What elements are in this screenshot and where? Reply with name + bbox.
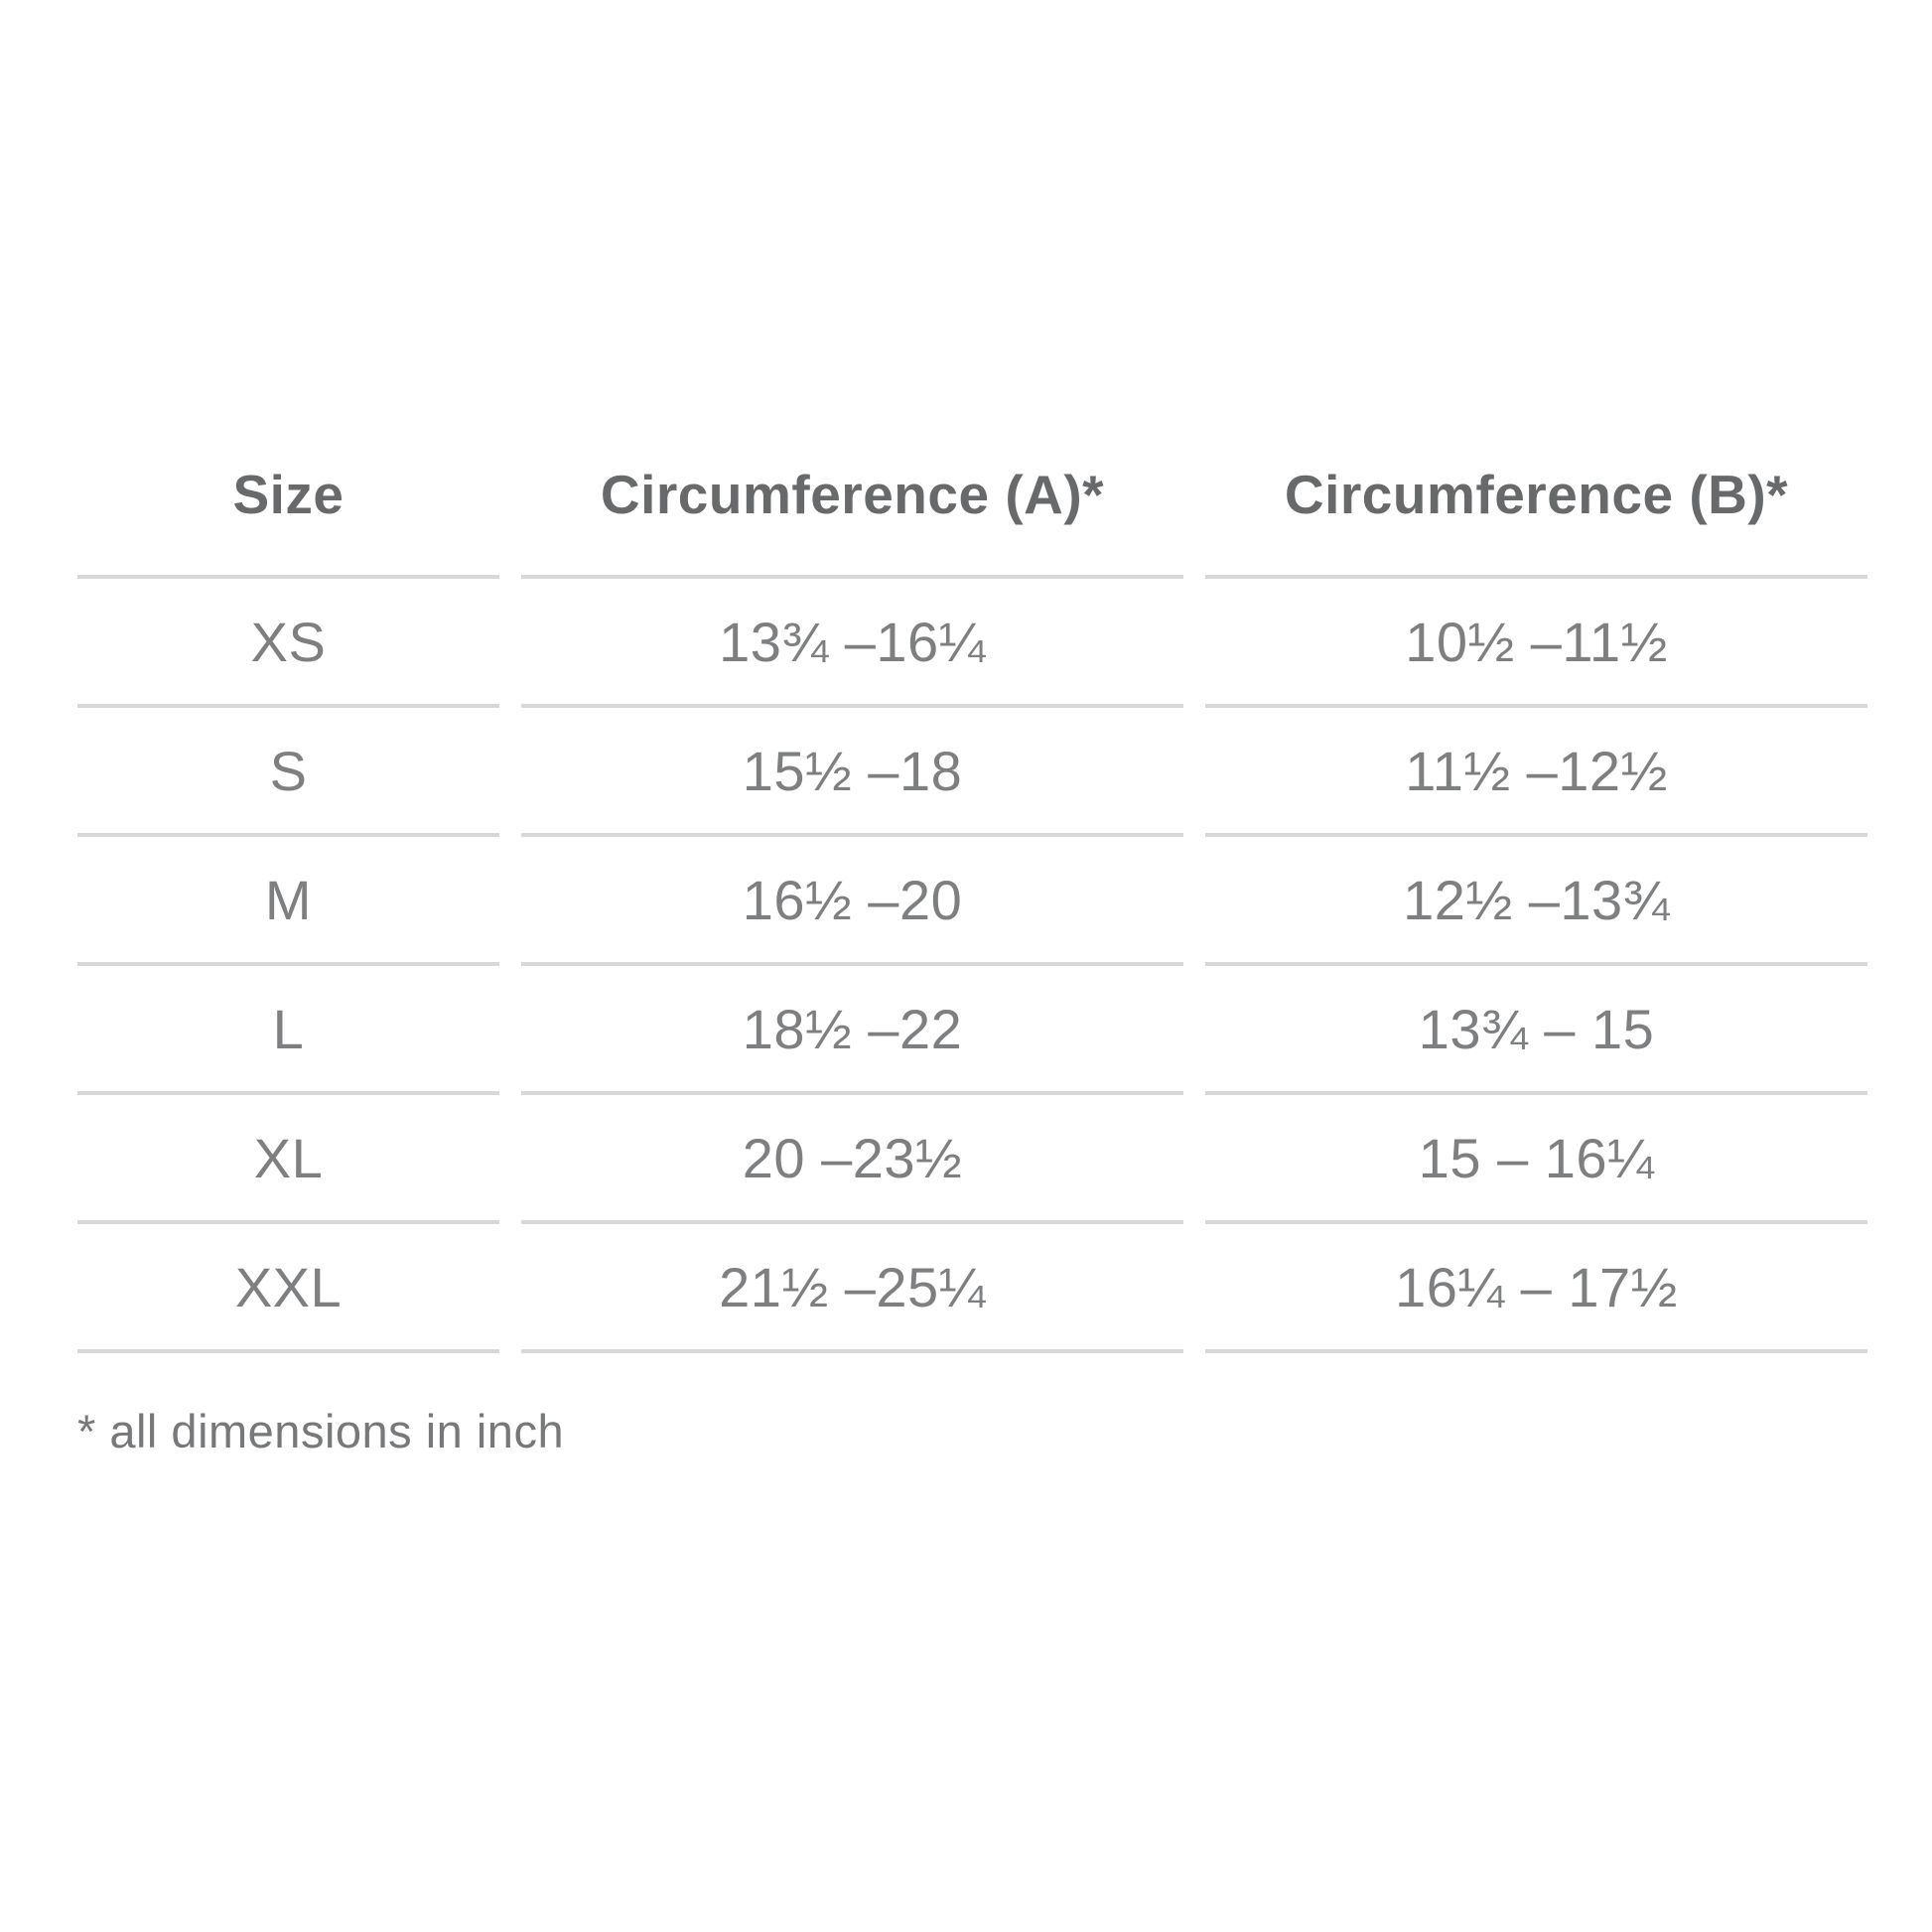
circumference-b-cell-xs: 10½ –11½: [1205, 579, 1867, 708]
circumference-b-cell-xxl: 16¼ – 17½: [1205, 1224, 1867, 1353]
size-cell-xxl: XXL: [77, 1224, 499, 1353]
circumference-a-cell-l: 18½ –22: [521, 966, 1183, 1095]
circumference-b-cell-m: 12½ –13¾: [1205, 837, 1867, 966]
circumference-b-cell-xl: 15 – 16¼: [1205, 1095, 1867, 1224]
size-cell-s: S: [77, 708, 499, 837]
size-cell-m: M: [77, 837, 499, 966]
circumference-a-cell-xs: 13¾ –16¼: [521, 579, 1183, 708]
column-header-size: Size: [77, 435, 499, 579]
circumference-b-cell-s: 11½ –12½: [1205, 708, 1867, 837]
circumference-b-cell-l: 13¾ – 15: [1205, 966, 1867, 1095]
size-cell-xl: XL: [77, 1095, 499, 1224]
circumference-a-cell-xxl: 21½ –25¼: [521, 1224, 1183, 1353]
size-cell-xs: XS: [77, 579, 499, 708]
dimensions-footnote: * all dimensions in inch: [77, 1405, 565, 1457]
column-header-circumference-a: Circumference (A)*: [521, 435, 1183, 579]
size-cell-l: L: [77, 966, 499, 1095]
circumference-a-cell-m: 16½ –20: [521, 837, 1183, 966]
circumference-a-cell-xl: 20 –23½: [521, 1095, 1183, 1224]
column-header-circumference-b: Circumference (B)*: [1205, 435, 1867, 579]
circumference-a-cell-s: 15½ –18: [521, 708, 1183, 837]
size-chart-table: [77, 435, 1867, 1353]
